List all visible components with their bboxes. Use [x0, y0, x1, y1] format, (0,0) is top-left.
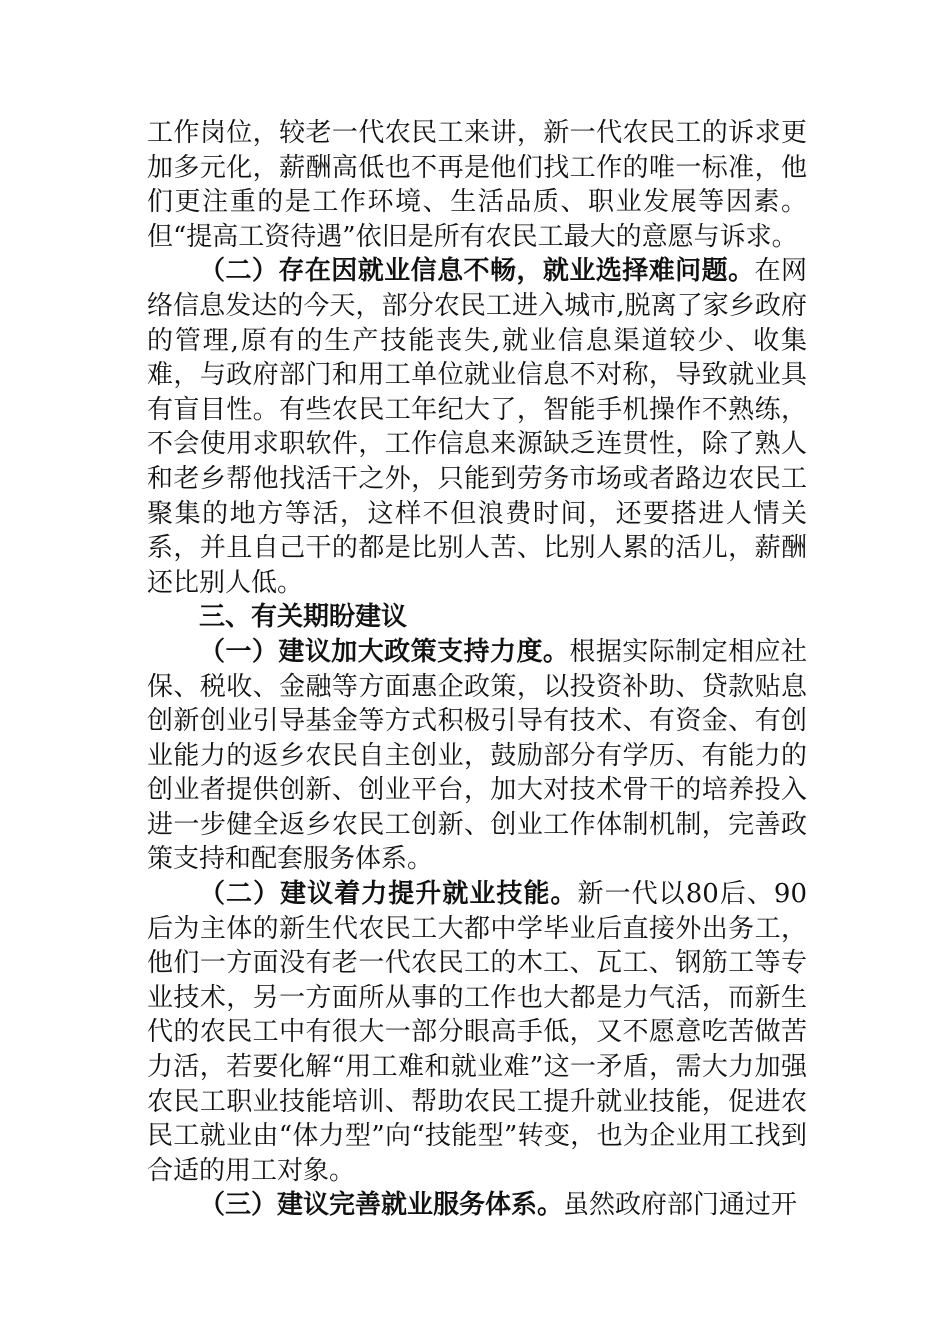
paragraph-lead: （一）建议加大政策支持力度。 [199, 636, 570, 667]
paragraph-text: 根据实际制定相应社保、税收、金融等方面惠企政策，以投资补助、贷款贴息创新创业引导基金等方式积极引导有技术、有资金、有创业能力的返乡农民自主创业，鼓励部分有学历、有能力的创业者提供创新、创业平台，加大对技术骨干的培养投入进一步健全返乡农民工创新、创业工作体制机制，完善政策支持和配套服务体系。 [147, 636, 807, 875]
paragraph-skills [147, 877, 807, 1188]
section-heading: 三、有关期盼建议 [199, 602, 408, 633]
paragraph-text: 新一代以80后、90后为主体的新生代农民工大都中学毕业后直接外出务工，他们一方面没有老一代农民工的木工、瓦工、钢筋工等专业技术，另一方面所从事的工作也大都是力气活，而新生代的农民工中有很大一部分眼高手低，又不愿意吃苦做苦力活，若要化解“用工难和就业难”这一矛盾，需大力加强农民工职业技能培训、帮助农民工提升就业技能，促进农民工就业由“体力型”向“技能型”转变，也为企业用工找到合适的用工对象。 [147, 879, 807, 1186]
document-page [147, 116, 807, 1223]
paragraph-text: 虽然政府部门通过开 [563, 1190, 798, 1221]
paragraph-service-system [147, 1188, 807, 1223]
paragraph-lead: （二）建议着力提升就业技能。 [199, 879, 578, 910]
paragraph-text: 工作岗位，较老一代农民工来讲，新一代农民工的诉求更加多元化，薪酬高低也不再是他们找工作的唯一标准，他们更注重的是工作环境、生活品质、职业发展等因素。但“提高工资待遇”依旧是所有农民工最大的意愿与诉求。 [147, 118, 807, 252]
paragraph-lead: （三）建议完善就业服务体系。 [199, 1190, 564, 1221]
paragraph-lead: （二）存在因就业信息不畅，就业选择难问题。 [199, 256, 755, 287]
paragraph-employment-info [147, 254, 807, 600]
paragraph-continuation [147, 116, 807, 254]
paragraph-policy-support [147, 635, 807, 877]
paragraph-text: 在网络信息发达的今天，部分农民工进入城市,脱离了家乡政府的管理,原有的生产技能丧失,就业信息渠道较少、收集难，与政府部门和用工单位就业信息不对称，导致就业具有盲目性。有些农民工年纪大了，智能手机操作不熟练，不会使用求职软件，工作信息来源缺乏连贯性，除了熟人和老乡帮他找活干之外，只能到劳务市场或者路边农民工聚集的地方等活，这样不但浪费时间，还要搭进人情关系，并且自己干的都是比别人苦、比别人累的活儿，薪酬还比别人低。 [147, 256, 807, 598]
